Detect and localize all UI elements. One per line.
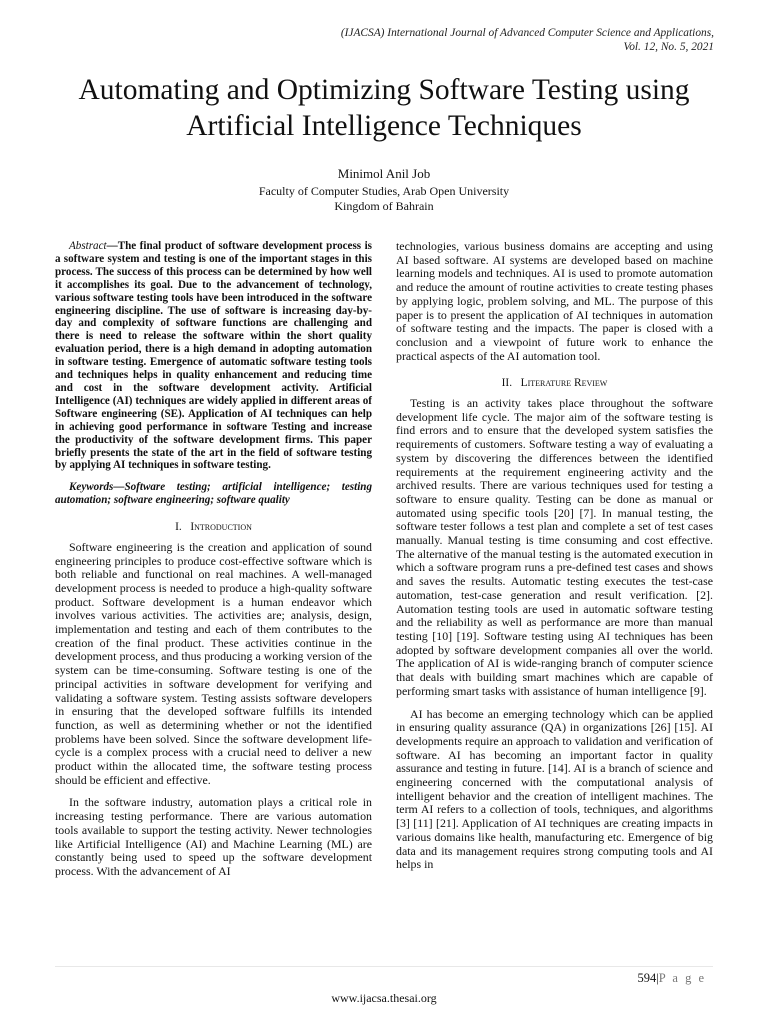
right-column: [396, 240, 713, 881]
section-heading-literature-review: [396, 377, 713, 391]
journal-volume: Vol. 12, No. 5, 2021: [623, 41, 714, 53]
left-column: [55, 240, 372, 888]
author-name: Minimol Anil Job: [337, 166, 431, 181]
section-numeral: I.: [175, 521, 182, 534]
title-line-1: Automating and Optimizing Software Testing using: [78, 74, 690, 106]
journal-name: (IJACSA) International Journal of Advanced Computer Science and Applications,: [340, 27, 714, 39]
literature-paragraph-2: AI has become an emerging technology which can be applied in ensuring quality assurance (QA) in organizations [26] [15]. AI developments require an approach to validation and verification of software. AI has becoming an important factor in quality assurance and testing in future. [14]. AI is a branch of science and engineering concerned with the computational analysis of intelligent behavior and the creation of intelligent machines. The term AI refers to a collection of tools, techniques, and algorithms [3] [11] [21]. Application of AI techniques are creating impacts in various domains like health, manufacturing etc. Emergence of big data and its management requires strong computing tools and AI helps in: [396, 706, 713, 872]
page-number-value: 594: [637, 971, 657, 985]
paper-title: [40, 72, 728, 144]
footer-divider: [55, 966, 713, 967]
abstract: [55, 240, 372, 472]
literature-paragraph-1: Testing is an activity takes place throughout the software development life cycle. The major aim of the software testing is find errors and to ensure that the developed system satisfies the requirements of customers. Software testing a way of evaluating a system by discovering the differences between the identified requirements at the requirement engineering activity and the archived results. There are various techniques used for testing a software to ensure quality. Testing can be done as manual or automated using specific tools [20] [7]. In manual testing, the software tester follows a test plan and complete a set of test cases manually. Manual testing is time consuming and cost effective. The alternative of the manual testing is the automated execution in which a software program runs a pre-defined test cases and shows and saves the results. Automatic testing executes the test-case automation, test-case generation and result verification. [2]. Automation testing tools are used in automatic software testing and the reliability as well as performance are more than manual testing [10] [19]. Software testing using AI techniques has been adopted by software development companies all over the world. The application of AI is wide-ranging branch of computer science that deals with building smart machines which are capable of performing smart tasks with assistance of human intelligence [9].: [396, 396, 713, 698]
page-number: [638, 971, 706, 986]
affiliation-line-1: Faculty of Computer Studies, Arab Open University: [258, 184, 510, 198]
journal-header: [341, 26, 714, 54]
intro-paragraph-continued: technologies, various business domains are accepting and using AI based software. AI systems are developed based on machine learning models and techniques. AI is used to promote automation and reduce the amount of routine activities to create testing phases by applying logic, problem solving, and ML. The purpose of this paper is to present the application of AI techniques in automation of software testing and the impacts. The paper is closed with a conclusion and a viewpoint of future work to enhance the practical aspects of the AI automation tool.: [396, 239, 713, 363]
section-heading-introduction: [55, 521, 372, 535]
journal-website: www.ijacsa.thesai.org: [331, 991, 437, 1005]
intro-paragraph-2: In the software industry, automation plays a critical role in increasing testing performance. There are various automation tools available to support the testing activity. Newer technologies like Artificial Intelligence (AI) and Machine Learning (ML) are constantly being used to speed up the software development process. With the advancement of AI: [55, 795, 372, 878]
section-numeral: II.: [501, 377, 513, 390]
section-title: Introduction: [190, 521, 252, 534]
intro-paragraph-1: Software engineering is the creation and application of sound engineering principles to produce cost-effective software which is both reliable and functional on real machines. A well-managed development process is needed to produce a high-quality software product. Software development is a human endeavor which involves various activities. The activities are; analysis, design, implementation and testing and each of them contributes to the creation of the final product. These activities continue in the development process, and thus producing a working version of the system can be time-consuming. Software testing is one of the principal activities in software development for verifying and validating a software system. Testing assists software developers in ensuring that the developed software fulfills its intended function, as well as determining whether or not the identified problems have been solved. Since the software development life-cycle is a complex process with a crucial need to deliver a new product within the allocated time, the software testing process should be efficient and effective.: [55, 539, 372, 787]
page-label: P a g e: [658, 971, 706, 985]
keywords: Keywords—Software testing; artificial intelligence; testing automation; software engineering; software quality: [55, 481, 372, 507]
abstract-label: Abstract: [69, 240, 107, 252]
title-line-2: Artificial Intelligence Techniques: [186, 110, 582, 142]
page-separator: |: [656, 971, 659, 985]
section-title: Literature Review: [520, 377, 608, 390]
author-affiliation: [0, 184, 768, 214]
abstract-body: —The final product of software development process is a software system and testing is one of the important stages in this process. The success of this process can be determined by how well it accomplishes its goal. Due to the advancement of technology, various software testing tools have been introduced in the software engineering discipline. The use of software is increasing day-by-day and complexity of software functions are challenging and there is need to release the software within the short quality evaluation period, there is a high demand in adopting automation in software testing. Emergence of automatic software testing tools and techniques helps in quality enhancement and reducing time and cost in the software development activity. Artificial Intelligence (AI) techniques are widely applied in different areas of Software engineering (SE). Application of AI techniques can help in achieving good performance in software Testing and increase the productivity of the software development firms. This paper briefly presents the state of the art in the field of software testing by applying AI techniques in software testing.: [55, 240, 372, 472]
affiliation-line-2: Kingdom of Bahrain: [334, 199, 434, 213]
